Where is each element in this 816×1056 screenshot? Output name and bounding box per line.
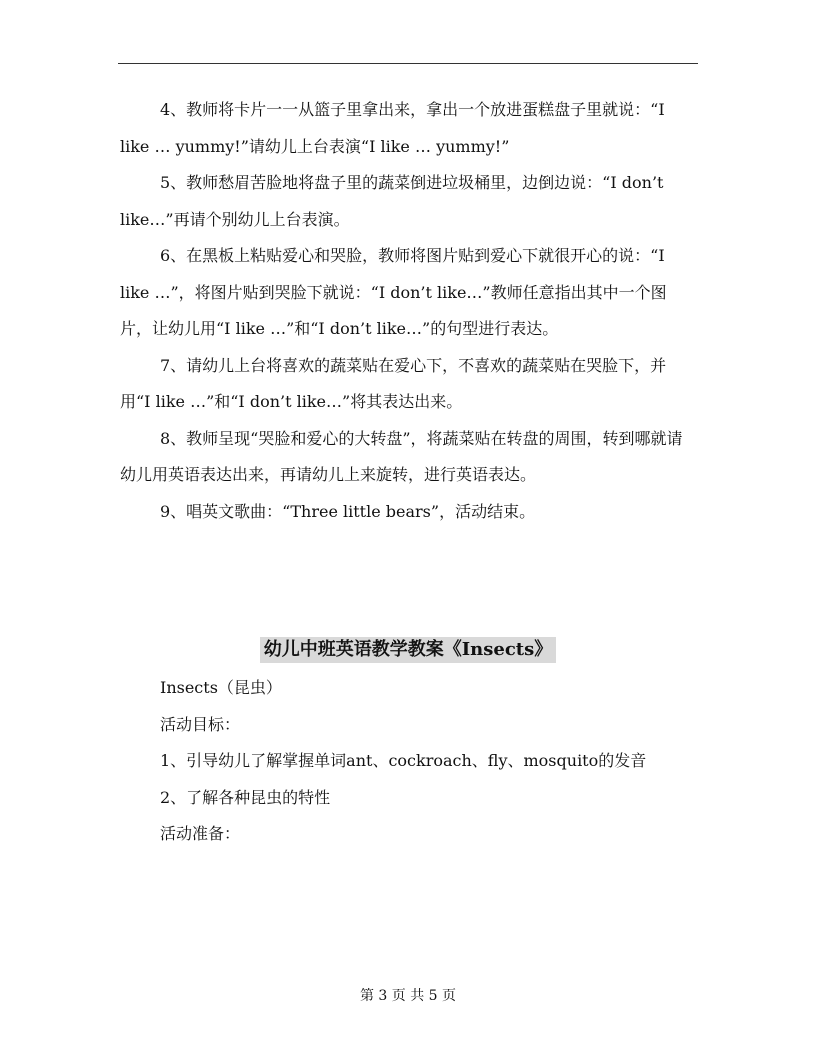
paragraph-preparation-heading: 活动准备： xyxy=(160,824,241,843)
lesson-title-wrapper xyxy=(120,632,696,668)
paragraph-step-4: 4、教师将卡片一一从篮子里拿出来，拿出一个放进蛋糕盘子里就说：“I like … yummy!”请幼儿上台表演“I like … yummy!” xyxy=(120,100,670,156)
paragraph-goal-1: 1、引导幼儿了解掌握单词ant、cockroach、fly、mosquito的发音 xyxy=(160,751,647,770)
paragraph-step-6: 6、在黑板上粘贴爱心和哭脸，教师将图片贴到爱心下就很开心的说：“I like …”，将图片贴到哭脸下就说：“I don’t like…”教师任意指出其中一个图片，让幼儿用“I like …”和“I don’t like…”的句型进行表达。 xyxy=(120,246,670,338)
header-rule xyxy=(118,63,698,64)
page-footer xyxy=(0,986,816,1006)
section-gap xyxy=(120,530,696,632)
paragraph-step-7: 7、请幼儿上台将喜欢的蔬菜贴在爱心下，不喜欢的蔬菜贴在哭脸下，并用“I like …”和“I don’t like…”将其表达出来。 xyxy=(120,355,667,411)
page-number-label: 第 3 页 共 5 页 xyxy=(359,988,457,1004)
document-body xyxy=(120,92,696,853)
paragraph-goals-heading: 活动目标： xyxy=(160,714,241,734)
lesson-title: 幼儿中班英语教学教案《Insects》 xyxy=(260,637,557,663)
paragraph-step-8: 8、教师呈现“哭脸和爱心的大转盘”，将蔬菜贴在转盘的周围，转到哪就请幼儿用英语表达出来，再请幼儿上来旋转，进行英语表达。 xyxy=(120,428,683,484)
paragraph-subject: Insects（昆虫） xyxy=(160,678,282,697)
paragraph-goal-2: 2、了解各种昆虫的特性 xyxy=(160,787,331,807)
paragraph-step-9: 9、唱英文歌曲：“Three little bears”，活动结束。 xyxy=(160,501,536,521)
paragraph-step-5: 5、教师愁眉苦脸地将盘子里的蔬菜倒进垃圾桶里，边倒边说：“I don’t like…”再请个别幼儿上台表演。 xyxy=(120,173,669,229)
